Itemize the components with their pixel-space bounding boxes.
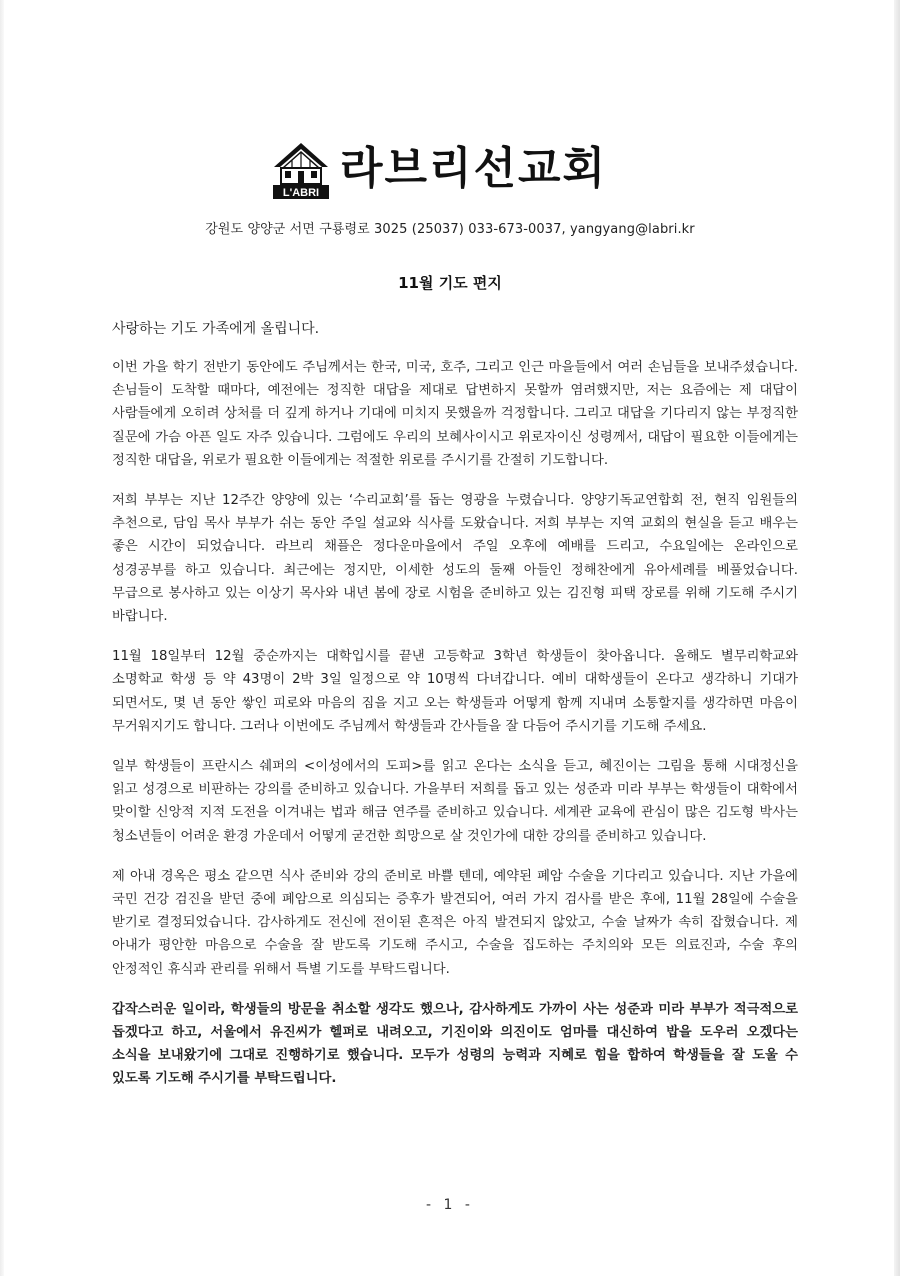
letter-paragraph: 이번 가을 학기 전반기 동안에도 주님께서는 한국, 미국, 호주, 그리고 인근 마을들에서 여러 손님들을 보내주셨습니다. 손님들이 도착할 때마다, 예전에는 정직한 대답을 제대로 답변하지 못할까 염려했지만, 저는 요즘에는 제 대답이 사람들에게 오히려 상처를 더 깊게 하거나 기대에 미치지 못했을까 걱정합니다. 그리고 대답을 기다리지 않는 부정직한 질문에 가슴 아픈 일도 자주 있습니다. 그럼에도 우리의 보혜사이시고 위로자이신 성령께서, 대답이 필요한 이들에게는 정직한 대답을, 위로가 필요한 이들에게는 적절한 위로를 주시기를 간절히 기도합니다. [112, 360, 798, 468]
svg-text:L'ABRI: L'ABRI [282, 187, 320, 199]
letterhead-logo [270, 140, 630, 204]
letter-paragraph: 갑작스러운 일이라, 학생들의 방문을 취소할 생각도 했으나, 감사하게도 가까이 사는 성준과 미라 부부가 적극적으로 돕겠다고 하고, 서울에서 유진씨가 헬퍼로 내려오고, 기진이와 의진이도 엄마를 대신하여 밥을 도우러 오겠다는 소식을 보내왔기에 그대로 진행하기로 했습니다. 모두가 성령의 능력과 지혜로 힘을 합하여 학생들을 잘 도울 수 있도록 기도해 주시기를 부탁드립니다. [112, 1001, 798, 1087]
page-number: - 1 - [426, 1197, 474, 1213]
letterhead-address: 강원도 양양군 서면 구룡령로 3025 (25037) 033-673-0037, yangyang@labri.kr [205, 222, 695, 237]
letter-paragraph: 저희 부부는 지난 12주간 양양에 있는 ‘수리교회’를 돕는 영광을 누렸습니다. 양양기독교연합회 전, 현직 임원들의 추천으로, 담임 목사 부부가 쉬는 동안 주일 설교와 식사를 도왔습니다. 저희 부부는 지역 교회의 현실을 듣고 배우는 좋은 시간이 되었습니다. 라브리 채플은 정다운마을에서 주일 오후에 예배를 드리고, 수요일에는 온라인으로 성경공부를 하고 있습니다. 최근에는 정지만, 이세한 성도의 둘째 아들인 정해찬에게 유아세례를 베풀었습니다. 무급으로 봉사하고 있는 이상기 목사와 내년 봄에 장로 시험을 준비하고 있는 김진형 피택 장로를 위해 기도해 주시기 바랍니다. [112, 493, 798, 625]
letter-greeting: 사랑하는 기도 가족에게 올립니다. [112, 321, 320, 337]
org-name-wordmark: 라브리선교회 [340, 143, 608, 194]
labri-logo-lettering [273, 185, 329, 199]
letter-title: 11월 기도 편지 [398, 274, 502, 292]
letter-paragraph: 11월 18일부터 12월 중순까지는 대학입시를 끝낸 고등학교 3학년 학생들이 찾아옵니다. 올해도 별무리학교와 소명학교 학생 등 약 43명이 2박 3일 일정으로 약 10명씩 다녀갑니다. 예비 대학생들이 온다고 생각하니 기대가 되면서도, 몇 년 동안 쌓인 피로와 마음의 짐을 지고 오는 학생들과 어떻게 함께 지내며 소통할지를 생각하면 마음이 무거워지기도 합니다. 그러나 이번에도 주님께서 학생들과 간사들을 잘 다듬어 주시기를 기도해 주세요. [112, 649, 798, 734]
letter-paragraph: 제 아내 경옥은 평소 같으면 식사 준비와 강의 준비로 바쁠 텐데, 예약된 폐암 수술을 기다리고 있습니다. 지난 가을에 국민 건강 검진을 받던 중에 폐암으로 의심되는 증후가 발견되어, 여러 가지 검사를 받은 후에, 11월 28일에 수술을 받기로 결정되었습니다. 감사하게도 전신에 전이된 흔적은 아직 발견되지 않았고, 수술 날짜가 속히 잡혔습니다. 제 아내가 평안한 마음으로 수술을 잘 받도록 기도해 주시고, 수술을 집도하는 주치의와 모든 의료진과, 수술 후의 안정적인 휴식과 관리를 위해서 특별 기도를 부탁드립니다. [112, 868, 798, 977]
letter-paragraph: 일부 학생들이 프란시스 쉐퍼의 <이성에서의 도피>를 읽고 온다는 소식을 듣고, 혜진이는 그림을 통해 시대정신을 읽고 성경으로 비판하는 강의를 준비하고 있습니다. 가을부터 저희를 돕고 있는 성준과 미라 부부는 학생들이 대학에서 맞이할 신앙적 지적 도전을 이겨내는 법과 해금 연주를 준비하고 있습니다. 세계관 교육에 관심이 많은 김도형 박사는 청소년들이 어려운 환경 가운데서 어떻게 굳건한 희망으로 살 것인가에 대한 강의를 준비하고 있습니다. [112, 759, 798, 844]
letter-body [112, 318, 798, 1108]
scan-edge-left [0, 0, 4, 1276]
scan-edge-right [894, 0, 900, 1276]
